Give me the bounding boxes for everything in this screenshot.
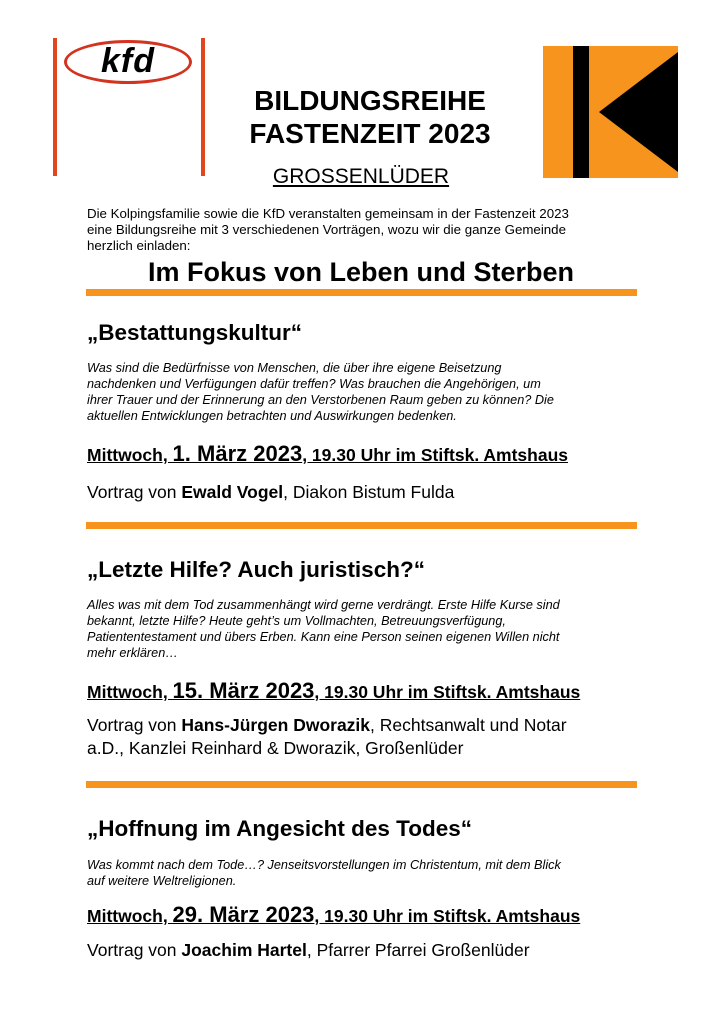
description-line: Alles was mit dem Tod zusammenhängt wird gerne verdrängt. Erste Hilfe Kurse sind: [87, 598, 560, 612]
speaker-prefix: Vortrag von: [87, 715, 182, 735]
talk-2-speaker: [87, 714, 635, 760]
kfd-logo-oval: [64, 40, 192, 84]
intro-line: Die Kolpingsfamilie sowie die KfD veranstalten gemeinsam in der Fastenzeit 2023: [87, 206, 569, 221]
page-title-line1: BILDUNGSREIHE: [254, 85, 486, 116]
weekday: Mittwoch,: [87, 906, 173, 926]
description-line: aktuellen Entwicklungen betrachten und Auswirkungen bedenken.: [87, 409, 457, 423]
talk-1-date: [87, 442, 635, 467]
time-place: , 19.30 Uhr im Stiftsk. Amtshaus: [314, 682, 581, 702]
talk-2-description: [87, 597, 635, 661]
page-title-line2: FASTENZEIT 2023: [249, 118, 491, 149]
kfd-logo-left-bar: [53, 38, 57, 176]
speaker-prefix: Vortrag von: [87, 482, 182, 502]
series-motto: Im Fokus von Leben und Sterben: [147, 257, 575, 287]
speaker-role: , Rechtsanwalt und Notar: [370, 715, 567, 735]
speaker-prefix: Vortrag von: [87, 940, 182, 960]
intro-line: eine Bildungsreihe mit 3 verschiedenen Vorträgen, wozu wir die ganze Gemeinde: [87, 222, 566, 237]
kfd-logo-text: kfd: [101, 42, 155, 80]
description-line: nachdenken und Verfügungen dafür treffen? Was brauchen die Angehörigen, um: [87, 377, 541, 391]
talk-2-title: „Letzte Hilfe? Auch juristisch?“: [87, 557, 425, 582]
talk-1-description: [87, 360, 635, 424]
description-line: ihrer Trauer und der Erinnerung an den Verstorbenen Raum geben zu können? Die: [87, 393, 554, 407]
talk-2-date: [87, 679, 635, 704]
speaker-line: a.D., Kanzlei Reinhard & Dworazik, Großenlüder: [87, 738, 464, 758]
description-line: auf weitere Weltreligionen.: [87, 874, 237, 888]
talk-3-description: [87, 857, 635, 889]
orange-divider: [86, 781, 637, 788]
time-place: , 19.30 Uhr im Stiftsk. Amtshaus: [314, 906, 581, 926]
talk-1-speaker: [87, 481, 635, 504]
speaker-name: Hans-Jürgen Dworazik: [181, 715, 371, 735]
talk-3-title: „Hoffnung im Angesicht des Todes“: [87, 816, 473, 841]
intro-paragraph: [87, 206, 635, 254]
date-value: 29. März 2023: [172, 902, 315, 927]
description-line: Was sind die Bedürfnisse von Menschen, die über ihre eigene Beisetzung: [87, 361, 502, 375]
talk-3-date: [87, 903, 635, 928]
orange-divider: [86, 289, 637, 296]
description-line: mehr erklären…: [87, 646, 178, 660]
kolping-logo: [543, 46, 678, 178]
speaker-name: Ewald Vogel: [181, 482, 284, 502]
weekday: Mittwoch,: [87, 682, 173, 702]
weekday: Mittwoch,: [87, 445, 173, 465]
location-subtitle: GROSSENLÜDER: [272, 165, 450, 188]
description-line: bekannt, letzte Hilfe? Heute geht’s um Vollmachten, Betreuungsverfügung,: [87, 614, 506, 628]
talk-1-title: „Bestattungskultur“: [87, 320, 303, 345]
talk-3-speaker: [87, 939, 635, 962]
speaker-role: , Pfarrer Pfarrei Großenlüder: [306, 940, 530, 960]
intro-line: herzlich einladen:: [87, 238, 191, 253]
time-place: , 19.30 Uhr im Stiftsk. Amtshaus: [302, 445, 569, 465]
speaker-name: Joachim Hartel: [181, 940, 307, 960]
description-line: Patiententestament und übers Erben. Kann eine Person seinen eigenen Willen nicht: [87, 630, 560, 644]
speaker-role: , Diakon Bistum Fulda: [283, 482, 455, 502]
description-line: Was kommt nach dem Tode…? Jenseitsvorstellungen im Christentum, mit dem Blick: [87, 858, 561, 872]
date-value: 15. März 2023: [172, 678, 315, 703]
date-value: 1. März 2023: [172, 441, 303, 466]
orange-divider: [86, 522, 637, 529]
speaker-line: [87, 714, 635, 737]
